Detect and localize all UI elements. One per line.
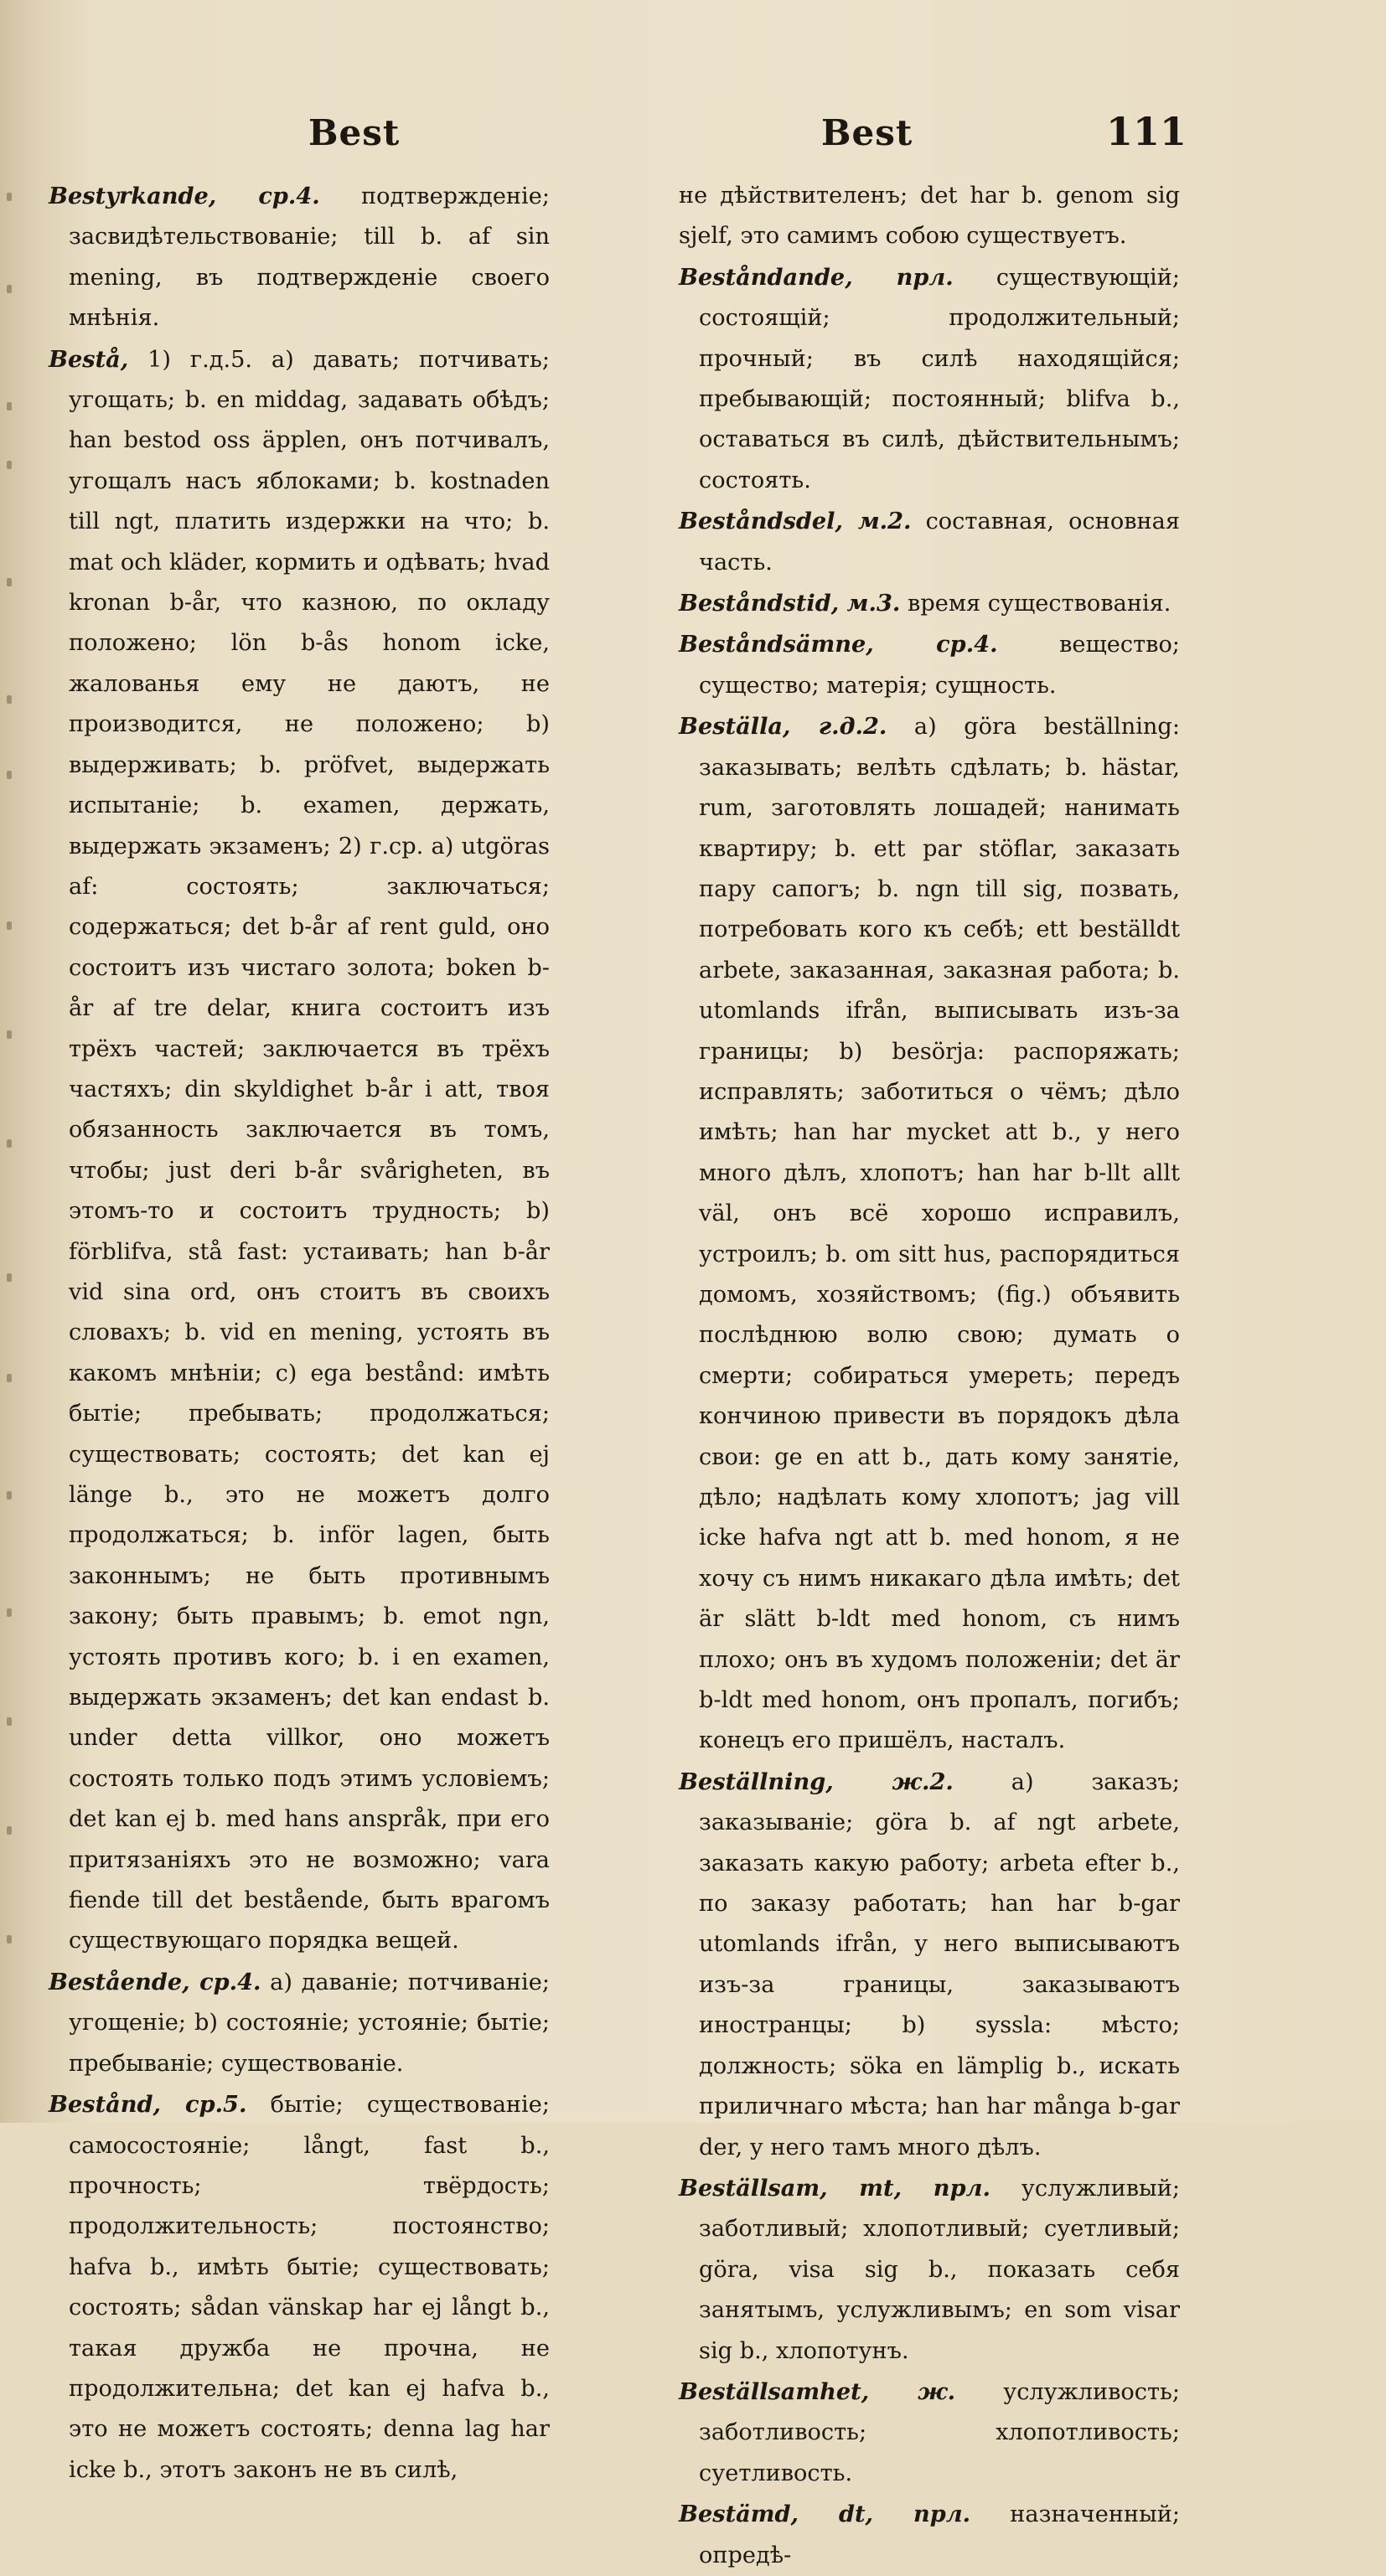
headword: Beståndande, прл. [679,263,954,291]
dictionary-entry [679,2494,1180,2576]
definition: услужливый; заботливый; хлопотливый; суетливый; göra, visa sig b., показать себя занятымъ, услужливымъ; en som visar sig b., хлопотунъ. [699,2175,1180,2364]
running-head [168,109,1218,163]
dictionary-entry [49,1962,550,2084]
definition: назначенный; опредѣ- [699,2501,1180,2568]
headword: Beställa, г.д.2. [679,713,887,741]
definition: не дѣйствителенъ; det har b. genom sig sjelf, это самимъ собою существуетъ. [679,183,1180,250]
headword: Bestående, ср.4. [49,1968,261,1995]
dictionary-entry [49,339,550,1962]
entry-continuation [679,176,1180,257]
definition: вещество; существо; матерія; сущность. [699,632,1180,699]
guide-word-right: Best [821,112,913,153]
definition: а) даваніе; потчиваніе; угощеніе; b) состояніе; устояніе; бытіе; пребываніе; существованіе. [69,1969,550,2077]
headword: Bestånd, ср.5. [49,2091,247,2119]
headword: Beställsamhet, ж. [679,2377,956,2405]
definition: подтвержденіе; засвидѣтельствованіе; till b. af sin mening, въ подтвержденіе своего мнѣнія. [69,183,550,332]
dictionary-entry [49,2084,550,2491]
dictionary-entry [679,2372,1180,2494]
left-column [49,176,550,2491]
right-column [679,176,1180,2576]
dictionary-entry [679,2168,1180,2372]
headword: Beståndstid, м.3. [679,590,901,617]
headword: Beståndsämne, ср.4. [679,631,998,658]
definition: составная, основная часть. [699,508,1180,576]
page-number: 111 [1106,109,1187,154]
definition: бытіе; существованіе; самосостояніе; långt, fast b., прочность; твёрдость; продолжительность; постоянство; hafva b., имѣть бытіе; существовать; состоять; sådan vänskap har ej långt b., такая дружба не прочна, не продолжительна; det kan ej hafva b., это не можетъ состоять; denna lag har icke b., этотъ законъ не въ силѣ, [69,2092,550,2483]
headword: Beståndsdel, м.2. [679,508,912,535]
dictionary-entry [679,1762,1180,2168]
dictionary-entry [679,706,1180,1762]
dictionary-entry [679,257,1180,501]
guide-word-left: Best [308,112,401,153]
definition: существующій; состоящій; продолжительный; прочный; въ силѣ находящійся; пребывающій; постоянный; blifva b., оставаться въ силѣ, дѣйствительнымъ; состоять. [699,264,1180,493]
dictionary-entry [679,583,1180,624]
dictionary-entry [679,624,1180,706]
headword: Bestå, [49,345,129,373]
dictionary-entry [49,176,550,339]
definition: услужливость; заботливость; хлопотливость; суетливость. [699,2378,1180,2486]
headword: Bestyrkande, ср.4. [49,183,320,209]
headword: Beställning, ж.2. [679,1768,954,1795]
headword: Bestämd, dt, прл. [679,2501,971,2528]
definition: а) заказъ; заказываніе; göra b. af ngt arbete, заказать какую работу; arbeta efter b., по заказу работать; han har b-gar utomlands ifrån, у него выписываютъ изъ-за границы, заказываютъ иностранцы; b) syssla: мѣсто; должность; söka en lämplig b., искать приличнаго мѣста; han har många b-gar der, у него тамъ много дѣлъ. [699,1768,1180,2160]
definition: время существованія. [908,591,1171,617]
definition: 1) г.д.5. а) давать; потчивать; угощать; b. en middag, задавать обѣдъ; han bestod oss äpplen, онъ потчивалъ, угощалъ насъ яблоками; b. kostnaden till ngt, платить издержки на что; b. mat och kläder, кормить и одѣвать; hvad kronan b-år, что казною, по окладу положено; lön b-ås honom icke, жалованья ему не даютъ, не производится, не положено; b) выдерживать; b. pröfvet, выдержать испытаніе; b. examen, держать, выдержать экзаменъ; 2) г.ср. а) utgöras af: состоять; заключаться; содержаться; det b-år af rent guld, оно состоитъ изъ чистаго золота; boken b-år af tre delar, книга состоитъ изъ трёхъ частей; заключается въ трёхъ частяхъ; din skyldighet b-år i att, твоя обязанность заключается въ томъ, чтобы; just deri b-år svårigheten, въ этомъ-то и состоитъ трудность; b) förblifva, stå fast: устаивать; han b-år vid sina ord, онъ стоитъ въ своихъ словахъ; b. vid en mening, устоять въ какомъ мнѣніи; c) ega bestånd: имѣть бытіе; пребывать; продолжаться; существовать; состоять; det kan ej länge b., это не можетъ долго продолжаться; b. inför lagen, быть законнымъ; не быть противнымъ закону; быть правымъ; b. emot ngn, устоять противъ кого; b. i en examen, выдержать экзаменъ; det kan endast b. under detta villkor, оно можетъ состоять только подъ этимъ условіемъ; det kan ej b. med hans anspråk, при его притязаніяхъ это не возможно; vara fiende till det bestående, быть врагомъ существующаго порядка вещей. [69,346,550,1954]
headword: Beställsam, mt, прл. [679,2174,990,2202]
definition: а) göra beställning: заказывать; велѣть сдѣлать; b. hästar, rum, заготовлять лошадей; нанимать квартиру; b. ett par stöflar, заказать пару сапогъ; b. ngn till sig, позвать, потребовать кого къ себѣ; ett beställdt arbete, заказанная, заказная работа; b. utomlands ifrån, выписывать изъ-за границы; b) besörja: распоряжать; исправлять; заботиться о чёмъ; дѣло имѣть; han har mycket att b., у него много дѣлъ, хлопотъ; han har b-llt allt väl, онъ всё хорошо исправилъ, устроилъ; b. om sitt hus, распорядиться домомъ, хозяйствомъ; (fig.) объявить послѣднюю волю свою; думать о смерти; собираться умереть; передъ кончиною привести въ порядокъ дѣла свои: ge en att b., дать кому занятіе, дѣло; надѣлать кому хлопотъ; jag vill icke hafva ngt att b. med honom, я не хочу съ нимъ никакаго дѣла имѣть; det är slätt b-ldt med honom, съ нимъ плохо; онъ въ худомъ положеніи; det är b-ldt med honom, онъ пропалъ, погибъ; конецъ его пришёлъ, насталъ. [699,714,1180,1754]
page-edge-marks [7,184,17,2027]
dictionary-entry [679,501,1180,583]
